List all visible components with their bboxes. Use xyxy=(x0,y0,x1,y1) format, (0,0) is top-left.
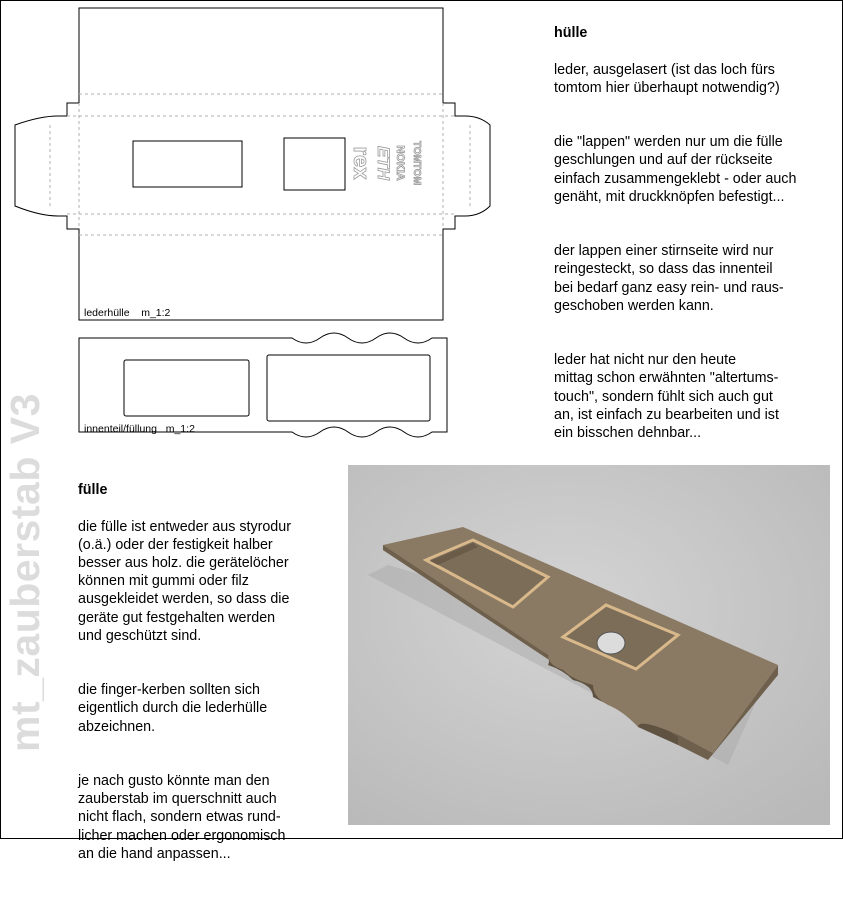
fuelle-paragraph: die finger-kerben sollten sich eigentlich durch die lederhülle abzeichnen. xyxy=(78,682,268,735)
device-hole-large xyxy=(133,141,242,187)
render-3d-image xyxy=(348,465,830,825)
leather-cover-label: lederhülle m_1:2 xyxy=(84,307,171,319)
inner-pocket-large xyxy=(267,355,430,421)
engraving-rex: rex xyxy=(349,146,374,180)
board-hole xyxy=(597,632,625,654)
fuelle-paragraph: die fülle ist entweder aus styrodur (o.ä.) oder der festigkeit halber besser aus holz. die gerätelöcher können mit gummi oder filz ausgekleidet werden, so dass die geräte gut festgehalten werden und geschützt sind. xyxy=(78,518,291,644)
fuelle-heading: fülle xyxy=(78,482,108,499)
inner-part-label: innenteil/füllung m_1:2 xyxy=(84,423,195,435)
vertical-title: mt_zauberstab V3 xyxy=(2,393,48,752)
huelle-paragraph: der lappen einer stirnseite wird nur reingesteckt, so dass das innenteil bei bedarf ganz easy rein- und raus- geschoben werden kann. xyxy=(554,243,784,314)
engraving-eth: ETH xyxy=(374,146,393,180)
inner-pocket-small xyxy=(124,360,249,416)
huelle-heading: hülle xyxy=(554,25,588,42)
engraving-nokia: NOKIA xyxy=(394,145,406,181)
engraving-tomtom: TOMTOM xyxy=(411,140,422,186)
huelle-paragraph: leder hat nicht nur den heute mittag schon erwähnten "altertums- touch", sondern fühlt sich auch gut an, ist einfach zu bearbeiten und ist ein bisschen dehnbar... xyxy=(554,352,779,442)
fuelle-text xyxy=(78,463,343,899)
huelle-text xyxy=(554,6,839,478)
engraving-logos xyxy=(349,141,422,185)
device-hole-small xyxy=(284,138,345,190)
huelle-paragraph: die "lappen" werden nur um die fülle geschlungen und auf der rückseite einfach zusammengeklebt - oder auch genäht, mit druckknöpfen befestigt... xyxy=(554,134,797,205)
fuelle-paragraph: je nach gusto könnte man den zauberstab im querschnitt auch nicht flach, sondern etwas rund- licher machen oder ergonomisch an die hand anpassen... xyxy=(78,773,286,862)
huelle-paragraph: leder, ausgelasert (ist das loch fürs tomtom hier überhaupt notwendig?) xyxy=(554,61,780,96)
